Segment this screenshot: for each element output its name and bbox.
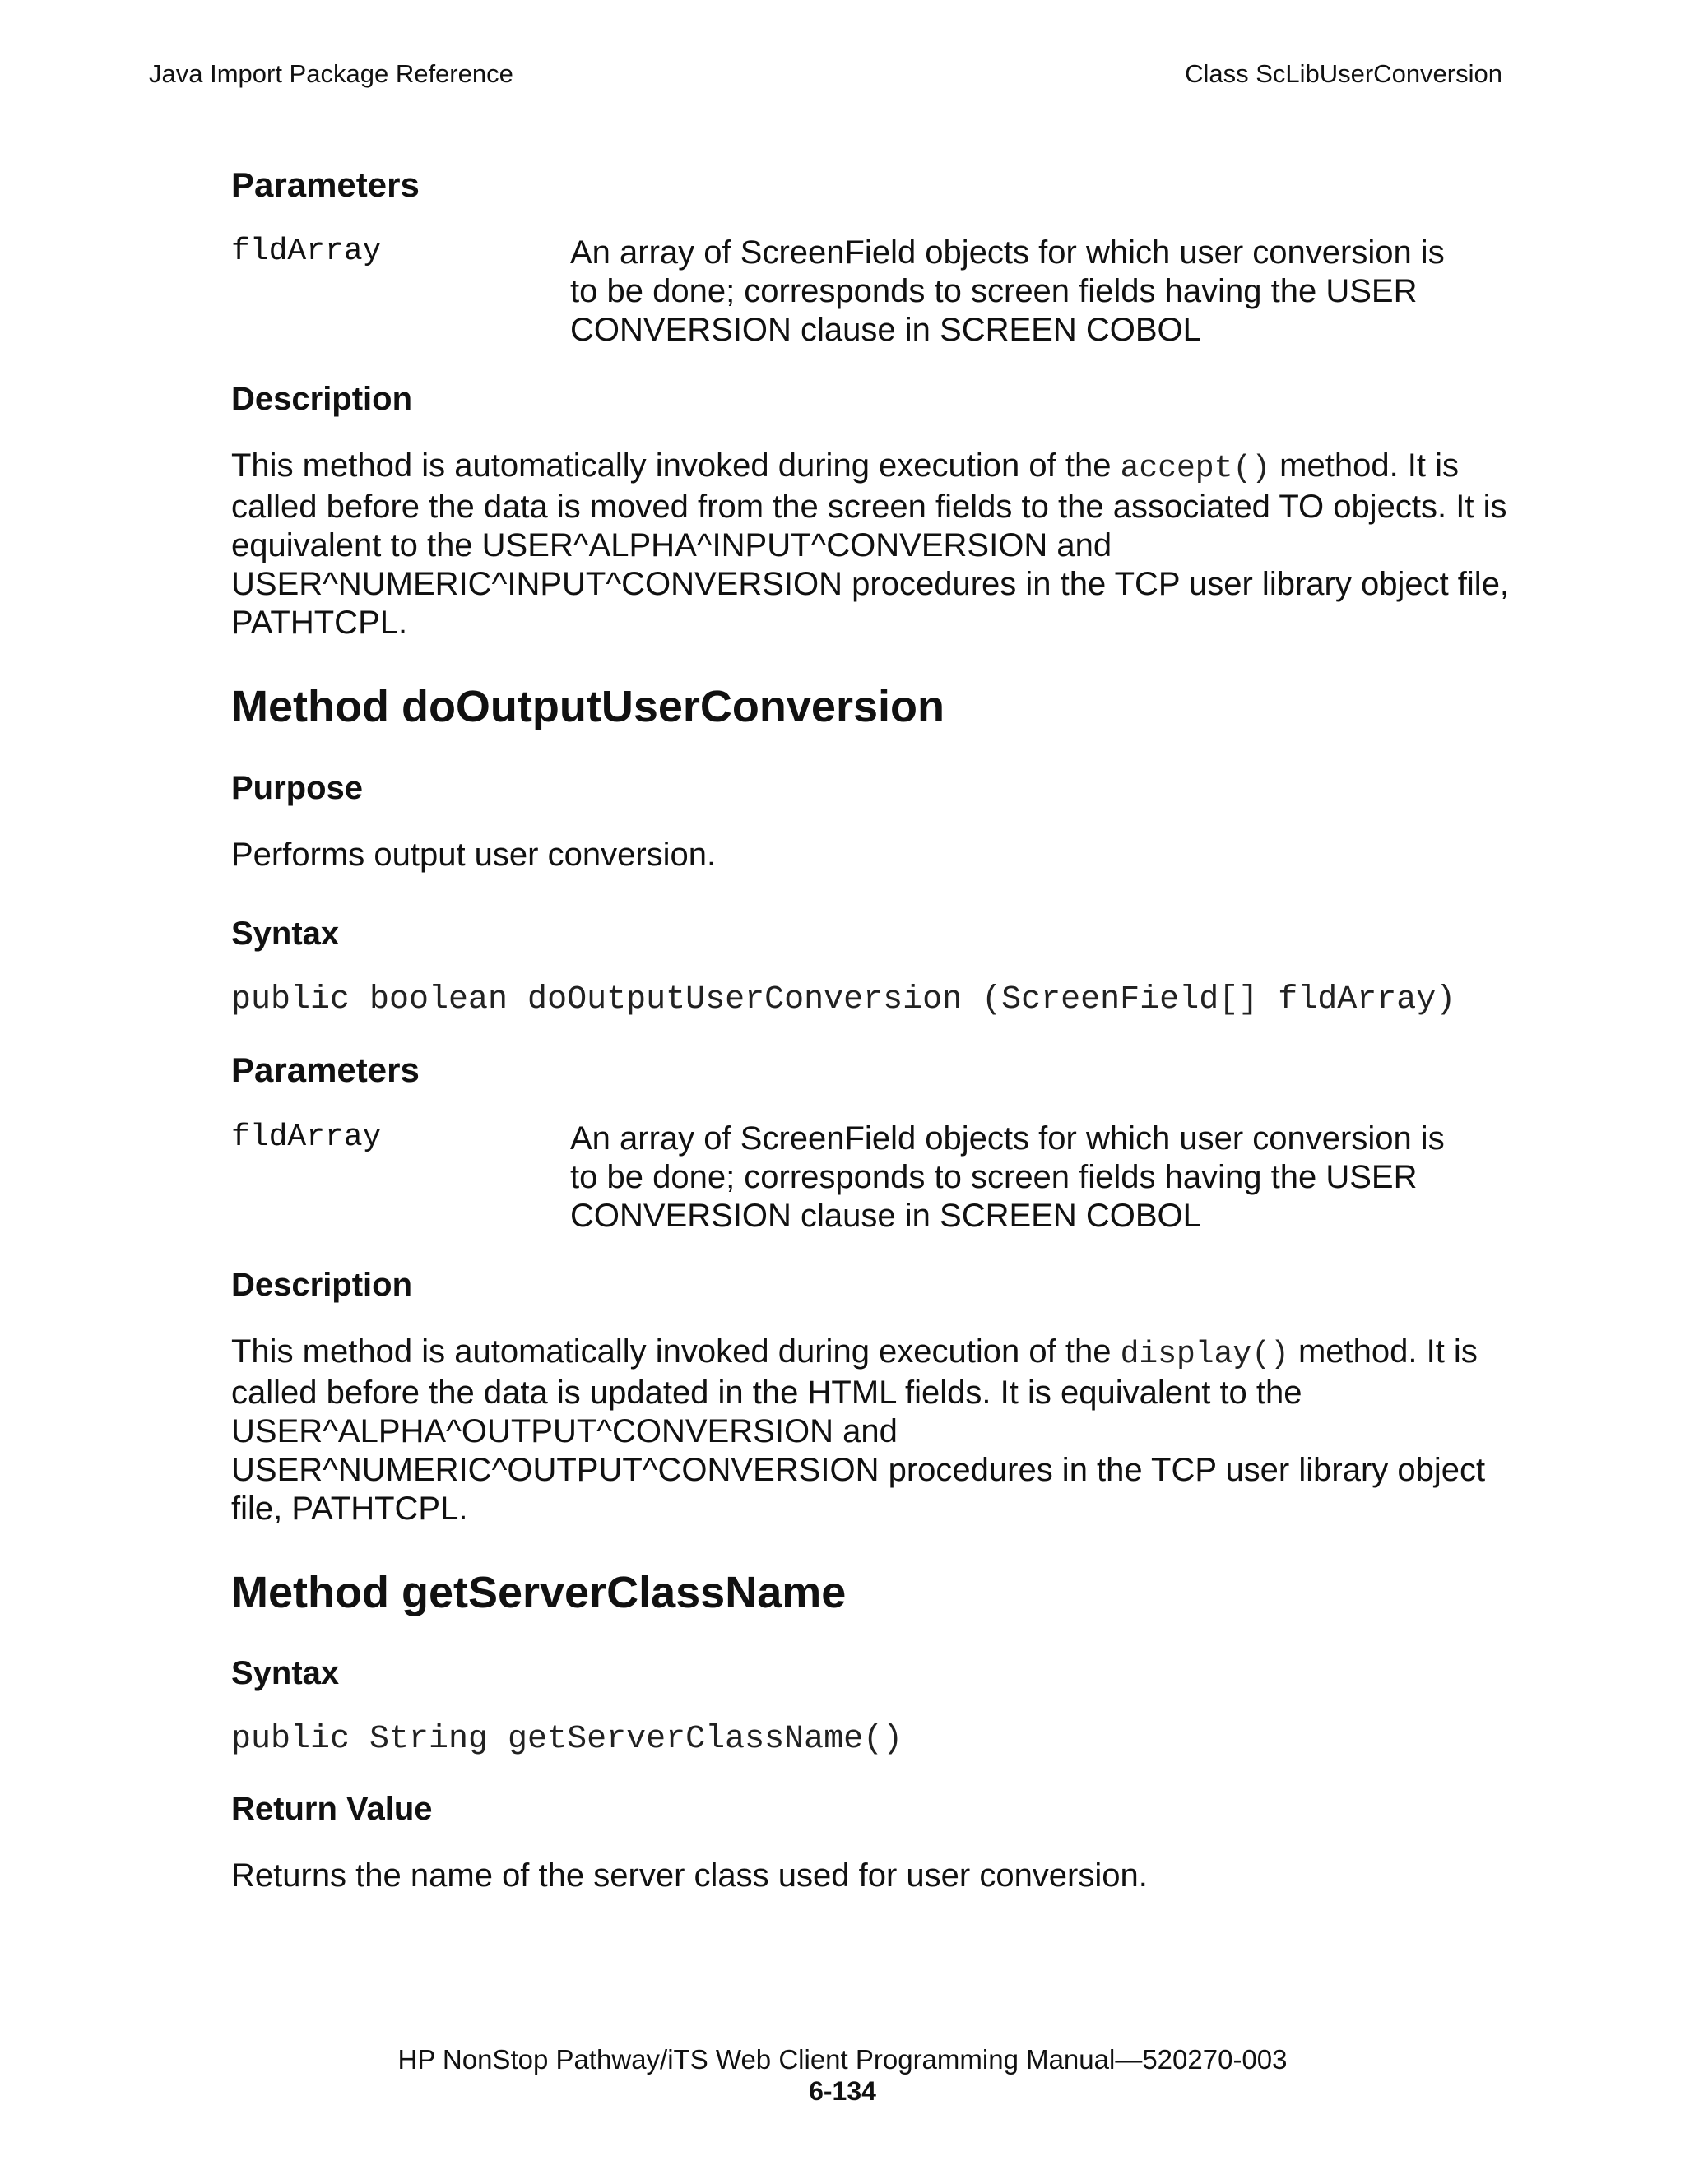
parameter-name: fldArray	[231, 1119, 382, 1155]
running-header-right: Class ScLibUserConversion	[1185, 59, 1502, 88]
return-value-heading: Return Value	[231, 1791, 433, 1828]
parameter-row	[231, 1120, 1515, 1236]
description-text-pre: This method is automatically invoked during execution of the	[231, 447, 1121, 485]
description-text-post: method. It is called before the data is moved from the screen fields to the associated TO objects. It is equivalent to the USER^ALPHA^INPUT^CONVERSION and USER^NUMERIC^INPUT^CONVERSION procedures in the TCP user library object file, PATHTCPL.	[231, 447, 1510, 642]
accept-method-code: accept()	[1120, 451, 1271, 487]
display-method-code: display()	[1120, 1336, 1289, 1372]
running-header-left: Java Import Package Reference	[149, 59, 513, 88]
method-title-dooutputuserconversion: Method doOutputUserConversion	[231, 682, 945, 732]
description-paragraph	[231, 447, 1515, 642]
description-text-post: method. It is called before the data is updated in the HTML fields. It is equivalent to the USER^ALPHA^OUTPUT^CONVERSION and USER^NUMERIC^OUTPUT^CONVERSION procedures in the TCP user library object file, PATHTCPL.	[231, 1333, 1486, 1527]
purpose-text: Performs output user conversion.	[231, 837, 717, 874]
syntax-heading: Syntax	[231, 916, 340, 953]
return-value-text: Returns the name of the server class used for user conversion.	[231, 1857, 1148, 1894]
parameters-heading: Parameters	[231, 1050, 420, 1090]
description-heading: Description	[231, 381, 413, 418]
parameter-description: An array of ScreenField objects for which user conversion is to be done; corresponds to screen fields having the USER CONVERSION clause in SCREEN COBOL	[570, 234, 1445, 349]
page-content	[231, 165, 1515, 1895]
footer-manual-title: HP NonStop Pathway/iTS Web Client Programming Manual—520270-003	[397, 2044, 1288, 2075]
syntax-code: public String getServerClassName()	[231, 1721, 903, 1759]
description-text-pre: This method is automatically invoked during execution of the	[231, 1333, 1121, 1370]
syntax-heading: Syntax	[231, 1655, 340, 1692]
purpose-heading: Purpose	[231, 770, 364, 807]
footer-page-number: 6-134	[809, 2076, 876, 2106]
syntax-code: public boolean doOutputUserConversion (ScreenField[] fldArray)	[231, 981, 1456, 1019]
description-heading: Description	[231, 1266, 413, 1303]
method-title-getserverclassname: Method getServerClassName	[231, 1567, 847, 1617]
parameter-name: fldArray	[231, 234, 382, 270]
parameter-description: An array of ScreenField objects for which user conversion is to be done; corresponds to screen fields having the USER CONVERSION clause in SCREEN COBOL	[570, 1120, 1445, 1234]
description-paragraph	[231, 1333, 1515, 1528]
parameters-heading: Parameters	[231, 165, 420, 204]
parameter-row	[231, 234, 1515, 350]
